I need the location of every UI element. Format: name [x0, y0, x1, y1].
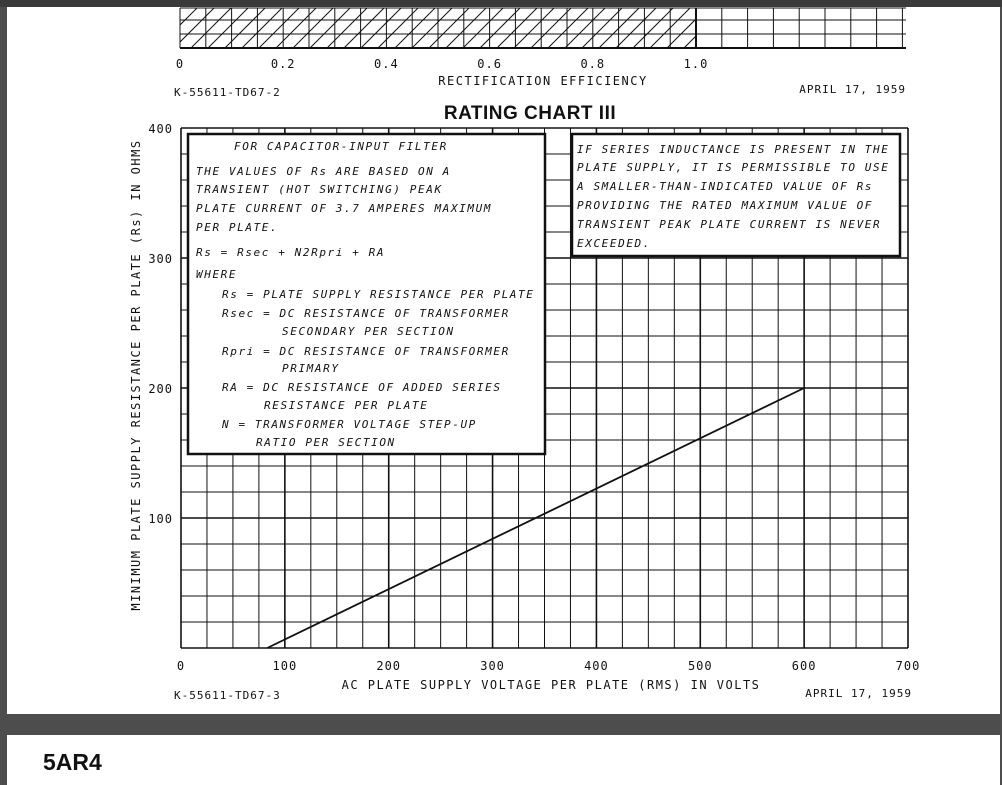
note-line: PRIMARY — [282, 362, 340, 375]
hatch-line — [361, 8, 401, 48]
note-line: FOR CAPACITOR-INPUT FILTER — [234, 140, 448, 153]
note-line: WHERE — [196, 268, 238, 281]
upper-chart-date: APRIL 17, 1959 — [799, 83, 906, 96]
y-tick-label: 300 — [148, 252, 173, 266]
hatch-line — [412, 8, 452, 48]
note-line: IF SERIES INDUCTANCE IS PRESENT IN THE — [577, 143, 890, 156]
hatch-line — [259, 8, 299, 48]
upper-chart-x-label: RECTIFICATION EFFICIENCY — [438, 74, 648, 88]
upper-x-tick-label: 0.8 — [580, 57, 606, 71]
hatch-line — [446, 8, 486, 48]
note-line: RA = DC RESISTANCE OF ADDED SERIES — [222, 381, 502, 394]
note-line: PLATE SUPPLY, IT IS PERMISSIBLE TO USE — [577, 161, 890, 174]
upper-x-tick-label: 0.2 — [270, 57, 296, 71]
x-tick-label: 200 — [376, 659, 402, 673]
upper-chart-grid — [140, 8, 906, 48]
hatch-line — [514, 8, 554, 48]
chart-date: APRIL 17, 1959 — [805, 687, 912, 700]
note-line: SECONDARY PER SECTION — [282, 325, 455, 338]
upper-x-tick-label: 1.0 — [683, 57, 709, 71]
hatch-line — [480, 8, 520, 48]
y-tick-label: 100 — [148, 512, 173, 526]
note-line: PLATE CURRENT OF 3.7 AMPERES MAXIMUM — [196, 202, 493, 215]
x-tick-label: 500 — [687, 659, 713, 673]
document-id: 5AR4 — [43, 749, 102, 775]
note-line: Rsec = DC RESISTANCE OF TRANSFORMER — [222, 307, 510, 320]
note-line: RATIO PER SECTION — [256, 436, 396, 449]
hatch-line — [276, 8, 316, 48]
note-line: PROVIDING THE RATED MAXIMUM VALUE OF — [577, 199, 874, 212]
y-tick-label: 400 — [148, 122, 173, 136]
x-tick-label: 0 — [176, 659, 186, 673]
note-line: A SMALLER-THAN-INDICATED VALUE OF Rs — [577, 180, 874, 193]
note-line: RESISTANCE PER PLATE — [264, 399, 429, 412]
chart-title: RATING CHART III — [443, 103, 617, 124]
hatch-line — [633, 8, 673, 48]
y-tick-label: 200 — [148, 382, 173, 396]
upper-x-tick-label: 0.4 — [374, 57, 399, 71]
x-tick-label: 700 — [895, 659, 921, 673]
x-tick-label: 300 — [480, 659, 505, 673]
hatch-line — [344, 8, 384, 48]
x-axis-ticks — [177, 659, 920, 673]
hatch-line — [242, 8, 282, 48]
hatch-line — [565, 8, 605, 48]
hatch-line — [616, 8, 656, 48]
hatch-line — [582, 8, 622, 48]
hatch-line — [140, 8, 180, 48]
x-tick-label: 600 — [791, 659, 817, 673]
note-line: Rs = PLATE SUPPLY RESISTANCE PER PLATE — [222, 288, 535, 301]
hatch-line — [497, 8, 537, 48]
note-line: N = TRANSFORMER VOLTAGE STEP-UP — [222, 418, 477, 431]
hatch-line — [531, 8, 571, 48]
hatch-line — [429, 8, 469, 48]
note-line: EXCEEDED. — [577, 237, 652, 250]
upper-chart-x-ticks — [176, 57, 708, 71]
note-line: PER PLATE. — [196, 221, 279, 234]
note-line: TRANSIENT PEAK PLATE CURRENT IS NEVER — [577, 218, 882, 231]
hatch-line — [225, 8, 265, 48]
note-line: Rpri = DC RESISTANCE OF TRANSFORMER — [222, 345, 510, 358]
upper-chart-code: K-55611-TD67-2 — [174, 86, 281, 99]
hatch-line — [463, 8, 503, 48]
hatch-line — [718, 8, 758, 48]
hatched-region — [140, 8, 758, 48]
hatch-line — [157, 8, 197, 48]
x-tick-label: 100 — [272, 659, 298, 673]
hatch-line — [548, 8, 588, 48]
hatch-line — [310, 8, 350, 48]
chart-code: K-55611-TD67-3 — [174, 689, 281, 702]
hatch-line — [684, 8, 724, 48]
hatch-line — [701, 8, 741, 48]
hatch-line — [293, 8, 333, 48]
note-formula: Rs = Rsec + N2Rpri + RA — [196, 246, 386, 259]
hatch-line — [191, 8, 231, 48]
note-line: TRANSIENT (HOT SWITCHING) PEAK — [196, 183, 443, 196]
y-axis-ticks — [148, 122, 173, 526]
note-line: THE VALUES OF Rs ARE BASED ON A — [196, 165, 451, 178]
hatch-line — [395, 8, 435, 48]
hatch-line — [667, 8, 707, 48]
upper-x-tick-label: 0 — [175, 57, 185, 71]
x-axis-label: AC PLATE SUPPLY VOLTAGE PER PLATE (RMS) IN VOLTS — [341, 678, 761, 692]
x-tick-label: 400 — [584, 659, 609, 673]
upper-x-tick-label: 0.6 — [477, 57, 502, 71]
hatch-line — [208, 8, 248, 48]
y-axis-label: MINIMUM PLATE SUPPLY RESISTANCE PER PLATE (Rs) IN OHMS — [129, 139, 143, 611]
